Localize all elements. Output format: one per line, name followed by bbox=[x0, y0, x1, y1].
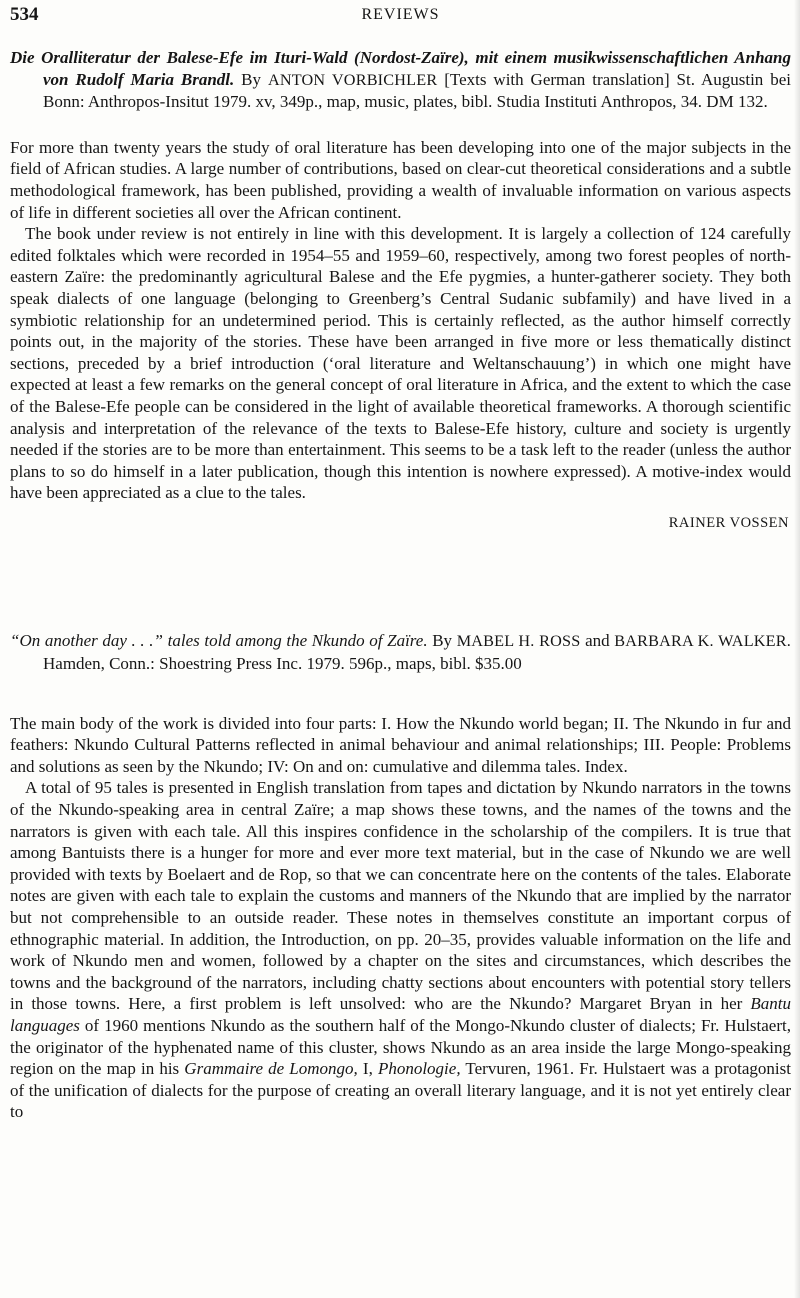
text-segment-roman: of 1960 mentions Nkundo as the southern half of the Mongo-Nkundo cluster of dialects; Fr. Hulstaert, the originator of the hyphenated name of this cluster, shows Nkundo as an area inside the large Mongo-speaking region on the map in his bbox=[10, 1015, 791, 1079]
review-paragraph bbox=[10, 777, 791, 1123]
text-segment-roman: By bbox=[234, 69, 268, 89]
text-segment-bolditalic: Die Oralliteratur der Balese-Efe im Ituri-Wald (Nordost-Zaïre), mit einem musikwissenschaftlichen Anhang von Rudolf Maria Brandl. bbox=[10, 48, 791, 89]
text-segment-roman: Hamden, Conn.: Shoestring Press Inc. 1979. 596p., maps, bibl. $35.00 bbox=[43, 654, 522, 674]
text-segment-roman: Tervuren, 1961. Fr. Hulstaert was a protagonist of the unification of dialects for the purpose of creating an overall literary language, and it is not yet entirely clear to bbox=[10, 1059, 791, 1122]
text-segment-roman: The main body of the work is divided into four parts: I. How the Nkundo world began; II. The Nkundo in fur and feathers: Nkundo Cultural Patterns reflected in animal behaviour and animal relationships; III. People: Problems and solutions as seen by the Nkundo; IV: On and on: cumulative and dilemma tales. Index. bbox=[10, 713, 791, 776]
text-segment-italic: “On another day . . .” tales told among the Nkundo of Zaïre. bbox=[10, 631, 428, 651]
review-vorbichler bbox=[10, 47, 791, 534]
text-segment-italic: Phonologie, bbox=[377, 1059, 461, 1079]
text-segment-caps: MABEL H. ROSS bbox=[456, 632, 581, 651]
text-segment-roman: For more than twenty years the study of oral literature has been developing into one of the major subjects in the field of African studies. A large number of contributions, based on clear-cut theoretical considerations and a subtle methodological framework, has been published, providing a wealth of invaluable information on various aspects of life in different societies all over the African continent. bbox=[10, 137, 791, 222]
text-segment-caps: ANTON VORBICHLER bbox=[267, 70, 438, 89]
scan-edge-shadow bbox=[794, 0, 800, 1298]
text-segment-italic: Bantu languages bbox=[10, 994, 791, 1035]
reviewer-name: RAINER VOSSEN bbox=[668, 514, 789, 531]
book-citation bbox=[10, 630, 791, 674]
text-segment-caps: BARBARA K. WALKER. bbox=[614, 632, 792, 651]
book-citation bbox=[10, 47, 791, 113]
text-segment-roman: and bbox=[580, 631, 615, 651]
review-body bbox=[10, 137, 791, 504]
review-paragraph bbox=[10, 223, 791, 504]
text-segment-roman: A total of 95 tales is presented in English translation from tapes and dictation by Nkundo narrators in the towns of the Nkundo-speaking area in central Zaïre; a map shows these towns, and the names of the towns and the narrators is given with each tale. All this inspires confidence in the scholarship of the compilers. It is true that among Bantuists there is a hunger for more and ever more text material, but in the case of Nkundo we are well provided with texts by Boelaert and de Rop, so that we can concentrate here on the contents of the tales. Elaborate notes are given with each tale to explain the customs and manners of the Nkundo that are implied by the narrator but not comprehensible to an outside reader. These notes in themselves constitute an important corpus of ethnographic material. In addition, the Introduction, on pp. 20–35, provides valuable information on the life and work of Nkundo men and women, followed by a chapter on the sites and circumstances, which describes the towns and the background of the narrators, including chatty sections about encounters with potential story tellers in those towns. Here, a first problem is left unsolved: who are the Nkundo? Margaret Bryan in her bbox=[10, 778, 791, 1014]
review-paragraph bbox=[10, 713, 791, 778]
text-segment-italic: Grammaire de Lomongo, bbox=[184, 1059, 358, 1079]
page-number: 534 bbox=[10, 4, 39, 25]
text-segment-roman: The book under review is not entirely in line with this development. It is largely a collection of 124 carefully edited folktales which were recorded in 1954–55 and 1959–60, respectively, among two forest peoples of north-eastern Zaïre: the predominantly agricultural Balese and the Efe pygmies, a hunter-gatherer society. They both speak dialects of one language (belonging to Greenberg’s Central Sudanic subfamily) and have lived in a symbiotic relationship for an undetermined period. This is certainly reflected, as the author himself correctly points out, in the majority of the stories. These have been arranged in five more or less thematically distinct sections, preceded by a brief introduction (‘oral literature and Weltanschauung’) in which one might have expected at least a few remarks on the general concept of oral literature in Africa, and the extent to which the case of the Balese-Efe people can be considered in the light of available theoretical frameworks. A thorough scientific analysis and interpretation of the relevance of the texts to Balese-Efe history, culture and society is urgently needed if the stories are to be more than entertainment. This seems to be a task left to the reader (unless the author plans to so do himself in a later publication, though this intention is nowhere expressed). A motive-index would have been appreciated as a clue to the tales. bbox=[10, 224, 791, 503]
page-header bbox=[10, 3, 791, 27]
review-paragraph bbox=[10, 137, 791, 223]
text-segment-roman: I, bbox=[357, 1059, 378, 1079]
review-ross-walker bbox=[10, 630, 791, 1122]
text-segment-roman: By bbox=[427, 631, 457, 651]
running-head: REVIEWS bbox=[361, 6, 440, 23]
review-body bbox=[10, 713, 791, 1123]
text-segment-roman: [Texts with German translation] St. Augustin bei Bonn: Anthropos-Insitut 1979. xv, 349p., map, music, plates, bibl. Studia Instituti Anthropos, 34. DM 132. bbox=[43, 69, 791, 112]
